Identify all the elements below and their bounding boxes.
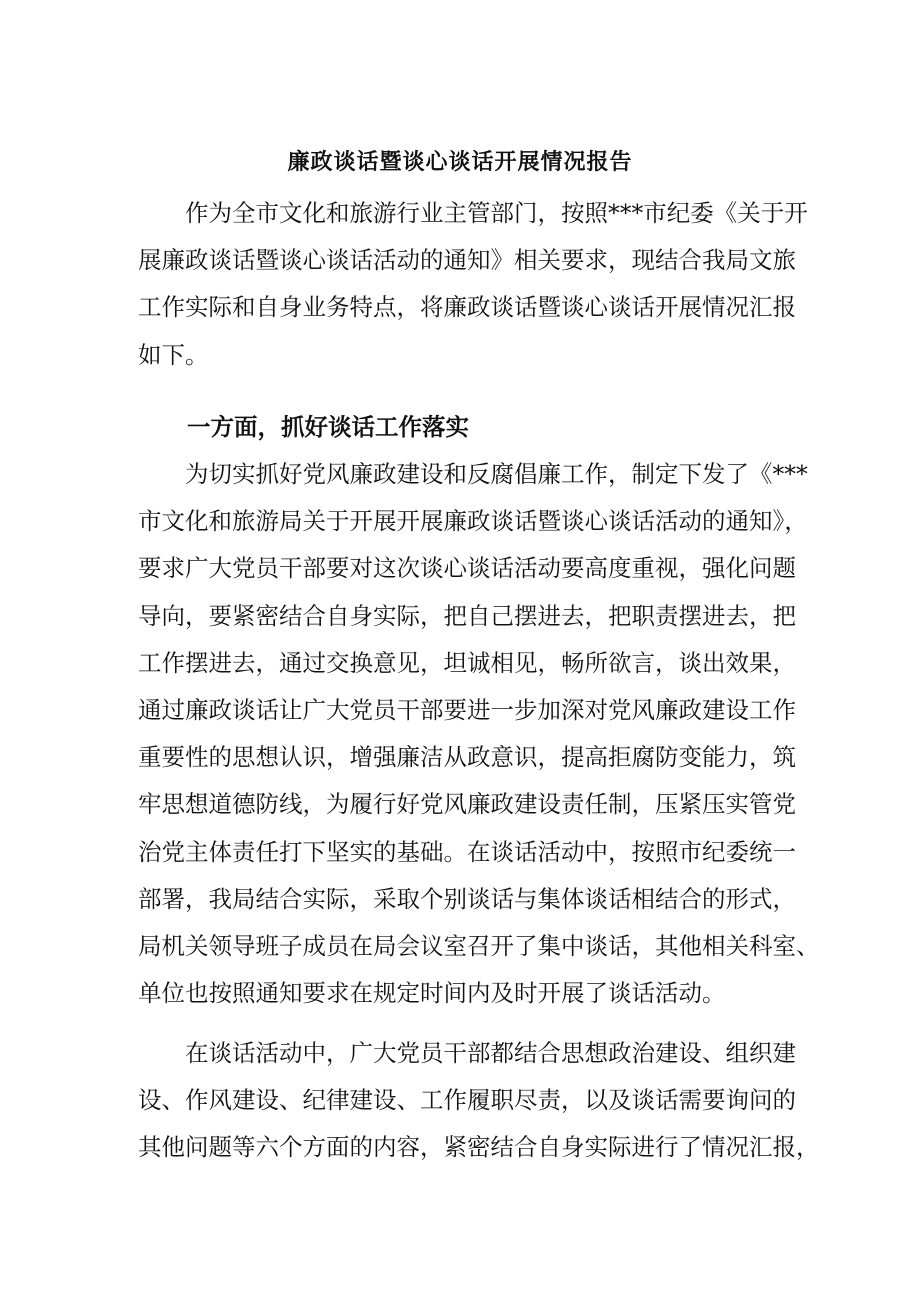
paragraph-line: 部署，我局结合实际，采取个别谈话与集体谈话相结合的形式， (138, 884, 796, 913)
paragraph-line: 设、作风建设、纪律建设、工作履职尽责，以及谈话需要询问的 (138, 1086, 796, 1115)
paragraph-line: 要求广大党员干部要对这次谈心谈话活动要高度重视，强化问题 (138, 554, 796, 583)
paragraph-line: 在谈话活动中，广大党员干部都结合思想政治建设、组织建 (185, 1039, 796, 1067)
paragraph-line: 为切实抓好党风廉政建设和反腐倡廉工作，制定下发了《*** (185, 460, 808, 488)
paragraph-line: 市文化和旅游局关于开展开展廉政谈话暨谈心谈话活动的通知》， (138, 507, 808, 536)
paragraph-line: 牢思想道德防线，为履行好党风廉政建设责任制，压紧压实管党 (138, 790, 796, 819)
paragraph-line: 通过廉政谈话让广大党员干部要进一步加深对党风廉政建设工作 (138, 696, 796, 725)
paragraph-intro (138, 190, 808, 379)
paragraph-line: 工作摆进去，通过交换意见，坦诚相见，畅所欲言，谈出效果， (138, 648, 796, 677)
paragraph-line: 展廉政谈话暨谈心谈话活动的通知》相关要求，现结合我局文旅 (138, 246, 796, 275)
paragraph-line: 其他问题等六个方面的内容，紧密结合自身实际进行了情况汇报， (138, 1133, 820, 1162)
paragraph-line: 作为全市文化和旅游行业主管部门，按照***市纪委《关于开 (185, 199, 808, 227)
paragraph-line: 导向，要紧密结合自身实际，把自己摆进去，把职责摆进去，把 (138, 601, 796, 630)
section-heading: 一方面，抓好谈话工作落实 (187, 413, 469, 441)
paragraph-line: 重要性的思想认识，增强廉洁从政意识，提高拒腐防变能力，筑 (138, 743, 796, 772)
paragraph-line: 局机关领导班子成员在局会议室召开了集中谈话，其他相关科室、 (138, 932, 820, 961)
document-title: 廉政谈话暨谈心谈话开展情况报告 (287, 149, 633, 175)
paragraph-implementation (138, 451, 820, 1017)
paragraph-line: 如下。 (138, 340, 209, 369)
paragraph-line: 单位也按照通知要求在规定时间内及时开展了谈话活动。 (138, 979, 726, 1008)
paragraph-line: 治党主体责任打下坚实的基础。在谈话活动中，按照市纪委统一 (138, 837, 796, 866)
paragraph-activities (138, 1030, 820, 1172)
paragraph-line: 工作实际和自身业务特点，将廉政谈话暨谈心谈话开展情况汇报 (138, 293, 796, 322)
